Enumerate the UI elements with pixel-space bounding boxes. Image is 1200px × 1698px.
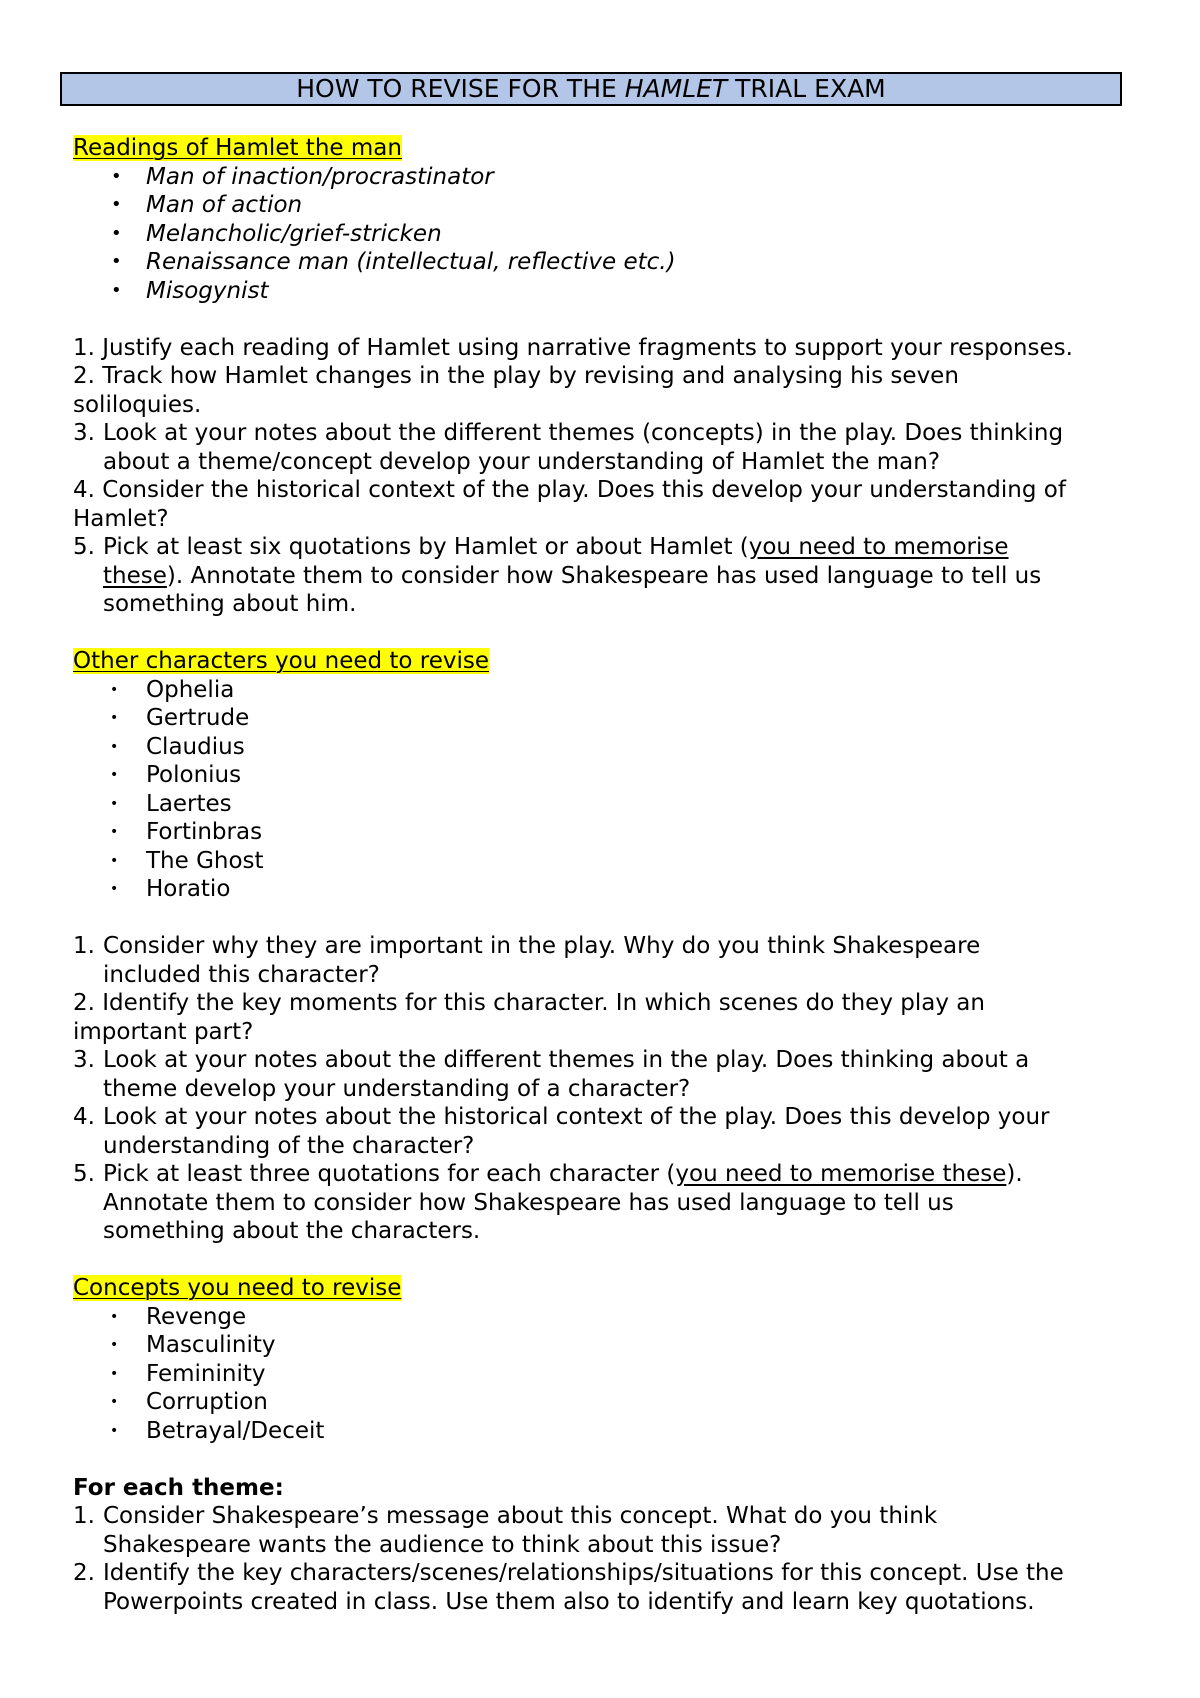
numbered-item: 4. Look at your notes about the historical context of the play. Does this develop your understanding of the character?	[73, 1104, 1050, 1159]
characters-list	[73, 676, 1133, 904]
bullet-icon: •	[110, 767, 119, 783]
bullet-icon: •	[110, 1365, 119, 1382]
numbered-item: 1. Consider why they are important in the play. Why do you think Shakespeare included this character?	[73, 933, 981, 988]
list-item: • Revenge	[110, 1303, 247, 1330]
list-item: • Renaissance man (intellectual, reflective etc.)	[111, 249, 676, 275]
section-heading-readings: Readings of Hamlet the man	[73, 135, 402, 161]
readings-list	[73, 163, 1133, 306]
bullet-icon: •	[110, 1337, 119, 1353]
document-body	[73, 134, 1133, 1616]
bullet-icon: •	[110, 1308, 119, 1325]
bullet-icon: •	[111, 194, 122, 215]
bullet-icon: •	[110, 681, 119, 698]
numbered-item: 2. Identify the key moments for this character. In which scenes do they play an important part?	[73, 990, 985, 1045]
bullet-icon: •	[110, 710, 119, 726]
numbered-item: 2. Track how Hamlet changes in the play by revising and analysing his seven soliloquies.	[73, 363, 959, 418]
title-part-2: HAMLET	[624, 74, 728, 103]
numbered-item: 3. Look at your notes about the different themes (concepts) in the play. Does thinking about a theme/concept develop your understanding of Hamlet the man?	[73, 420, 1064, 475]
list-item: • Man of action	[111, 192, 303, 218]
title-part-1: HOW TO REVISE FOR THE	[296, 74, 625, 103]
list-item: • Melancholic/grief-stricken	[111, 220, 442, 247]
numbered-item: 4. Consider the historical context of the play. Does this develop your understanding of Hamlet?	[73, 477, 1066, 532]
list-item: • Betrayal/Deceit	[110, 1417, 325, 1444]
numbered-item: 1. Justify each reading of Hamlet using narrative fragments to support your responses.	[73, 334, 1073, 361]
bullet-icon: •	[111, 251, 122, 272]
list-item: • Corruption	[110, 1389, 268, 1415]
list-item: • The Ghost	[110, 847, 264, 874]
bullet-icon: •	[111, 165, 122, 187]
numbered-item: 1. Consider Shakespeare’s message about this concept. What do you think Shakespeare wants the audience to think about this issue?	[73, 1503, 938, 1558]
section-heading-characters: Other characters you need to revise	[73, 648, 490, 674]
list-item: • Claudius	[110, 733, 245, 760]
numbered-item: 3. Look at your notes about the different themes in the play. Does thinking about a theme develop your understanding of a character?	[73, 1047, 1030, 1102]
bullet-icon: •	[110, 738, 119, 755]
title-banner	[60, 72, 1122, 106]
bullet-icon: •	[110, 852, 119, 869]
numbered-item: 2. Identify the key characters/scenes/relationships/situations for this concept. Use the Powerpoints created in class. Use them also to identify and learn key quotations.	[73, 1560, 1064, 1615]
list-item: • Laertes	[110, 790, 232, 817]
bullet-icon: •	[110, 795, 119, 812]
bullet-icon: •	[111, 222, 122, 244]
numbered-item: 5. Pick at least three quotations for each character (you need to memorise these). Annotate them to consider how Shakespeare has used language to tell us something about the characters.	[73, 1161, 1023, 1244]
list-item: • Horatio	[110, 876, 231, 902]
list-item: • Misogynist	[111, 277, 269, 304]
list-item: • Polonius	[110, 762, 242, 788]
list-item: • Masculinity	[110, 1332, 276, 1358]
concepts-list	[73, 1303, 1133, 1446]
bullet-icon: •	[110, 881, 119, 897]
bullet-icon: •	[111, 279, 122, 301]
list-item: • Man of inaction/procrastinator	[111, 163, 494, 190]
numbered-item: 5. Pick at least six quotations by Hamlet or about Hamlet (you need to memorise these). Annotate them to consider how Shakespeare has used language to tell us something about him.	[73, 534, 1042, 617]
bullet-icon: •	[110, 1394, 119, 1410]
bullet-icon: •	[110, 1422, 119, 1439]
list-item: • Fortinbras	[110, 819, 263, 845]
title-part-3: TRIAL EXAM	[727, 74, 886, 103]
list-item: • Femininity	[110, 1360, 266, 1387]
list-item: • Ophelia	[110, 676, 235, 703]
section-heading-concepts: Concepts you need to revise	[73, 1275, 402, 1301]
bullet-icon: •	[110, 824, 119, 840]
for-each-theme-heading: For each theme:	[73, 1474, 284, 1501]
list-item: • Gertrude	[110, 705, 250, 731]
